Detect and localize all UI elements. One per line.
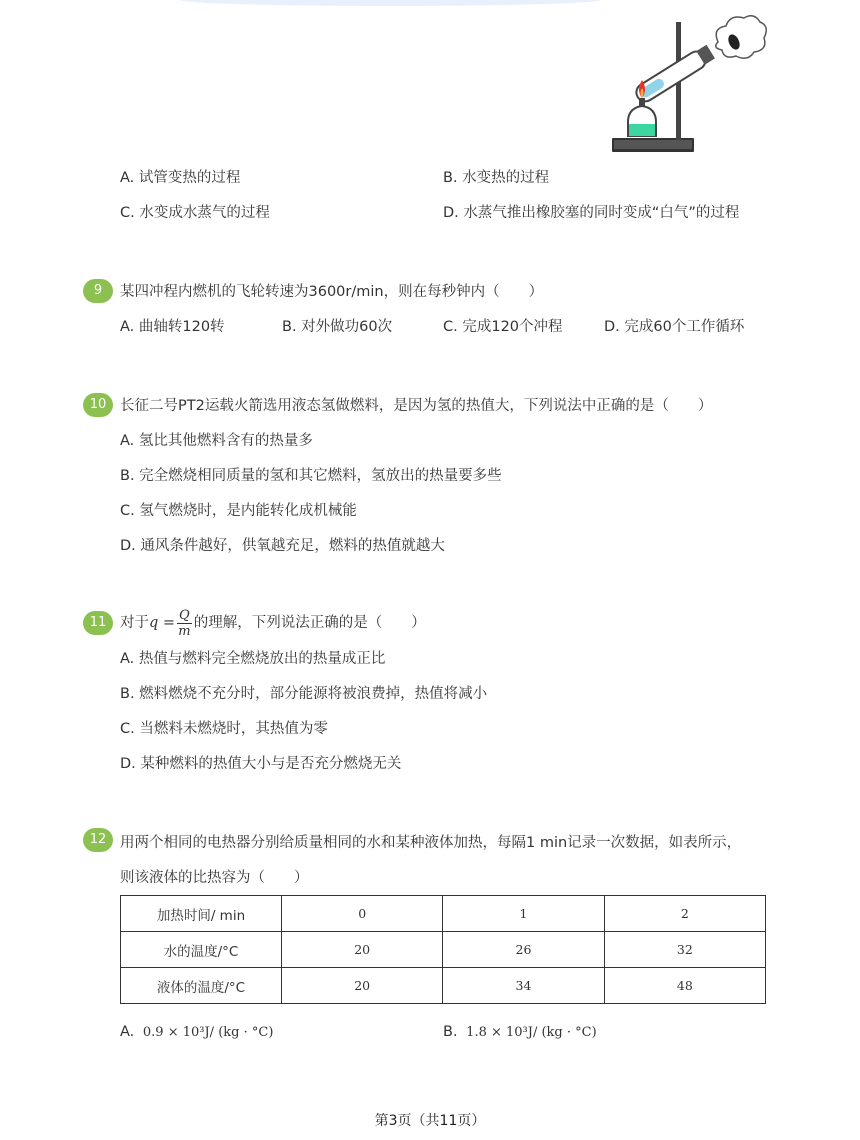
q11-formula-denominator: m: [178, 623, 191, 639]
table-cell: 26: [443, 932, 604, 968]
q12-option-a-value: 0.9 × 10³J/ (kg · °C): [142, 1025, 274, 1040]
q8-option-d: D. 水蒸气推出橡胶塞的同时变成“白气”的过程: [443, 205, 740, 221]
table-row-label: 液体的温度/°C: [121, 968, 282, 1004]
question-number-badge: 10: [83, 393, 113, 417]
q11-option-b: B. 燃料燃烧不充分时，部分能源将被浪费掉，热值将减小: [120, 686, 488, 702]
table-cell: 2: [604, 896, 765, 932]
q9-stem: 某四冲程内燃机的飞轮转速为3600r/min，则在每秒钟内（ ）: [120, 284, 544, 300]
q12-stem-line1: 用两个相同的电热器分别给质量相同的水和某种液体加热，每隔1 min记录一次数据，如表所示，: [120, 835, 742, 851]
q8-option-b: B. 水变热的过程: [443, 170, 550, 186]
table-row: [121, 932, 766, 968]
q9-option-b: B. 对外做功60次: [282, 319, 393, 335]
table-row-label: 加热时间/ min: [121, 896, 282, 932]
table-row: [121, 968, 766, 1004]
q9-option-d: D. 完成60个工作循环: [604, 319, 745, 335]
table-row-label: 水的温度/°C: [121, 932, 282, 968]
question-number-badge: 11: [83, 611, 113, 635]
q11-stem: [120, 606, 426, 640]
q11-formula-fraction: [177, 608, 192, 639]
header-decoration: [180, 0, 600, 6]
table-cell: 32: [604, 932, 765, 968]
table-cell: 20: [282, 968, 443, 1004]
q10-option-d: D. 通风条件越好，供氧越充足，燃料的热值就越大: [120, 538, 445, 554]
q11-option-d: D. 某种燃料的热值大小与是否充分燃烧无关: [120, 756, 402, 772]
q11-stem-suffix: 的理解，下列说法正确的是（ ）: [193, 615, 426, 631]
q11-formula-lhs: q =: [149, 615, 176, 631]
q12-option-a: [120, 1022, 273, 1043]
q10-stem: 长征二号PT2运载火箭选用液态氢做燃料，是因为氢的热值大，下列说法中正确的是（ ）: [120, 398, 713, 414]
q10-option-b: B. 完全燃烧相同质量的氢和其它燃料，氢放出的热量要多些: [120, 468, 502, 484]
table-cell: 0: [282, 896, 443, 932]
q11-option-c: C. 当燃料未燃烧时，其热值为零: [120, 721, 328, 737]
q10-option-c: C. 氢气燃烧时，是内能转化成机械能: [120, 503, 357, 519]
q11-option-a: A. 热值与燃料完全燃烧放出的热量成正比: [120, 651, 386, 667]
q12-option-b: [443, 1022, 597, 1043]
table-cell: 34: [443, 968, 604, 1004]
table-cell: 1: [443, 896, 604, 932]
q10-option-a: A. 氢比其他燃料含有的热量多: [120, 433, 313, 449]
question-number-badge: 12: [83, 828, 113, 852]
q9-option-c: C. 完成120个冲程: [443, 319, 563, 335]
table-cell: 48: [604, 968, 765, 1004]
q9-option-a: A. 曲轴转120转: [120, 319, 225, 335]
q12-option-a-label: A.: [120, 1024, 135, 1040]
table-row: [121, 896, 766, 932]
q8-option-a: A. 试管变热的过程: [120, 170, 241, 186]
q12-data-table: [120, 895, 766, 1004]
table-cell: 20: [282, 932, 443, 968]
heating-apparatus-illustration: [600, 12, 770, 160]
q12-stem-line2: 则该液体的比热容为（ ）: [120, 870, 309, 886]
q8-option-c: C. 水变成水蒸气的过程: [120, 205, 270, 221]
q12-option-b-label: B.: [443, 1024, 458, 1040]
q12-option-b-value: 1.8 × 10³J/ (kg · °C): [466, 1025, 597, 1040]
page-footer: 第3页（共11页）: [374, 1113, 486, 1129]
q11-formula-numerator: Q: [179, 607, 190, 623]
question-number-badge: 9: [83, 279, 113, 303]
q11-stem-prefix: 对于: [120, 615, 149, 631]
